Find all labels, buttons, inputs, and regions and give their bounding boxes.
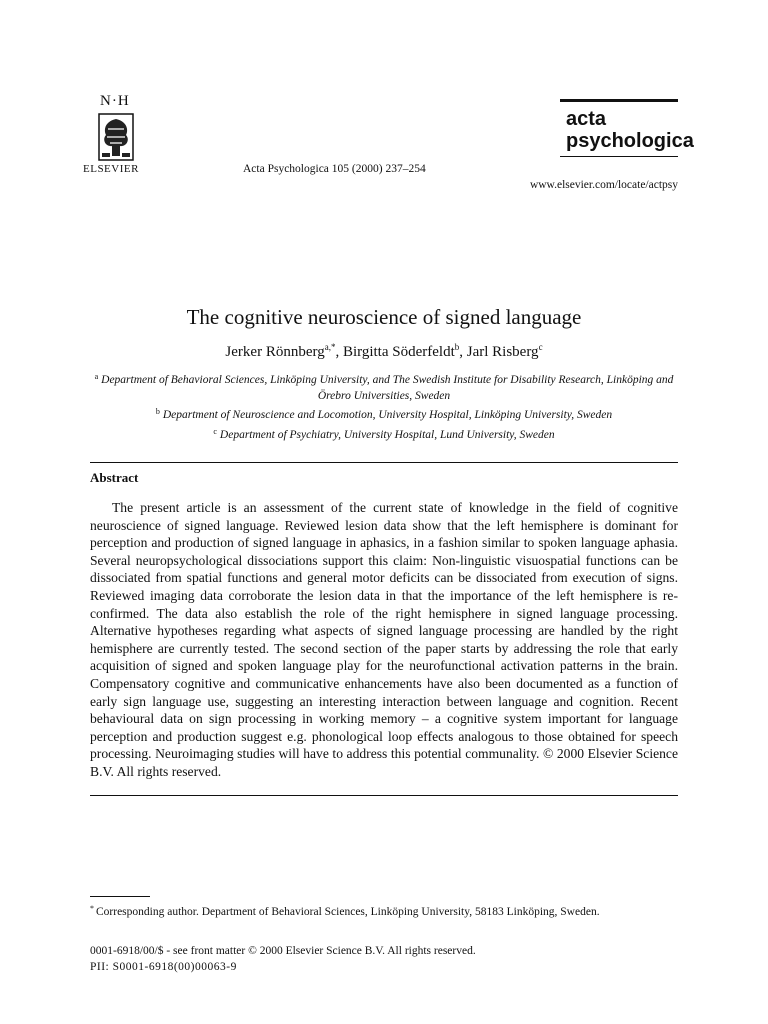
abstract-text: The present article is an assessment of the current state of knowledge in the field of cognitive neuroscience of signed language. Reviewed lesion data show that the left hemisphere is dominant for perception and production of signed language in aphasics, in a fashion similar to spoken language aphasia. Several neuropsychological dissociations support this claim: Non-linguistic visuospatial functions can be dissociated from spatial functions and general motor deficits can be dissociated from execution of signs. Reviewed imaging data corroborate the lesion data in that the importance of the left hemisphere is re-confirmed. The data also establish the role of the right hemisphere in signed language processing. Alternative hypotheses regarding what aspects of signed language processing are handled by the right hemisphere are currently tested. The second section of the paper starts by addressing the role that early acquisition of signed and spoken language play for the neurofunctional activation patterns in the brain. Compensatory cognitive and communicative enhancements have also been documented as a function of early sign language use, suggesting an interesting interaction between language and cognition. Recent behavioural data on sign processing in working memory – a cognitive system important for language perception and production suggest e.g. phonological loop effects analogous to those obtained for speech processing. Neuroimaging studies will have to address this potential communality. © 2000 Elsevier Science B.V. All rights reserved. bbox=[90, 500, 678, 779]
author-list: Jerker Rönnberg$^{a,*}$, Birgitta Söderfeldt$^b$, Jarl Risberg$^c$ bbox=[225, 342, 543, 360]
abstract-rule-top bbox=[90, 462, 678, 463]
publisher-mark: N·H bbox=[100, 93, 130, 109]
affiliation-mark: c bbox=[213, 426, 217, 436]
author-marks: b bbox=[454, 342, 460, 352]
author-name: Jarl Risberg bbox=[466, 344, 539, 360]
author-name: Birgitta Söderfeldt bbox=[342, 344, 455, 360]
journal-url[interactable]: www.elsevier.com/locate/actpsy bbox=[529, 179, 678, 191]
abstract-heading: Abstract bbox=[90, 470, 139, 485]
author-marks: a,* bbox=[324, 342, 336, 352]
affiliation-mark: b bbox=[155, 407, 160, 416]
affiliations bbox=[90, 369, 678, 443]
issn-line: 0001-6918/00/$ - see front matter © 2000 Elsevier Science B.V. All rights reserved. bbox=[90, 945, 476, 957]
abstract-rule-bottom bbox=[90, 795, 678, 796]
footnote-mark: * bbox=[90, 904, 94, 913]
affiliation-mark: a bbox=[94, 372, 99, 381]
journal-brand-line1: acta bbox=[566, 108, 607, 130]
journal-brand-line2: psychologica bbox=[566, 130, 694, 152]
elsevier-tree-logo bbox=[98, 113, 134, 161]
affiliation: $^c$ Department of Psychiatry, University Hospital, Lund University, Sweden bbox=[213, 426, 555, 441]
author-name: Jerker Rönnberg bbox=[225, 344, 325, 360]
brand-rule-top bbox=[560, 99, 678, 102]
author-marks: c bbox=[538, 342, 543, 352]
brand-rule-bottom bbox=[560, 156, 678, 157]
corresponding-author-footnote: * Corresponding author. Department of Behavioral Sciences, Linköping University, 58183 Linköping, Sweden. bbox=[90, 904, 600, 918]
publisher-name: ELSEVIER bbox=[83, 163, 139, 175]
affiliation: $^a$ Department of Behavioral Sciences, Linköping University, and The Swedish Institute for Disability Research, Linköping and Örebro Universities, Sweden bbox=[94, 372, 674, 402]
pii-line: PII: S0001-6918(00)00063-9 bbox=[90, 961, 237, 973]
journal-reference: Acta Psychologica 105 (2000) 237–254 bbox=[243, 163, 426, 175]
footnote-rule bbox=[90, 896, 150, 897]
article-title: The cognitive neuroscience of signed language bbox=[186, 305, 582, 329]
affiliation: $^b$ Department of Neuroscience and Locomotion, University Hospital, Linköping University, Sweden bbox=[155, 407, 613, 421]
